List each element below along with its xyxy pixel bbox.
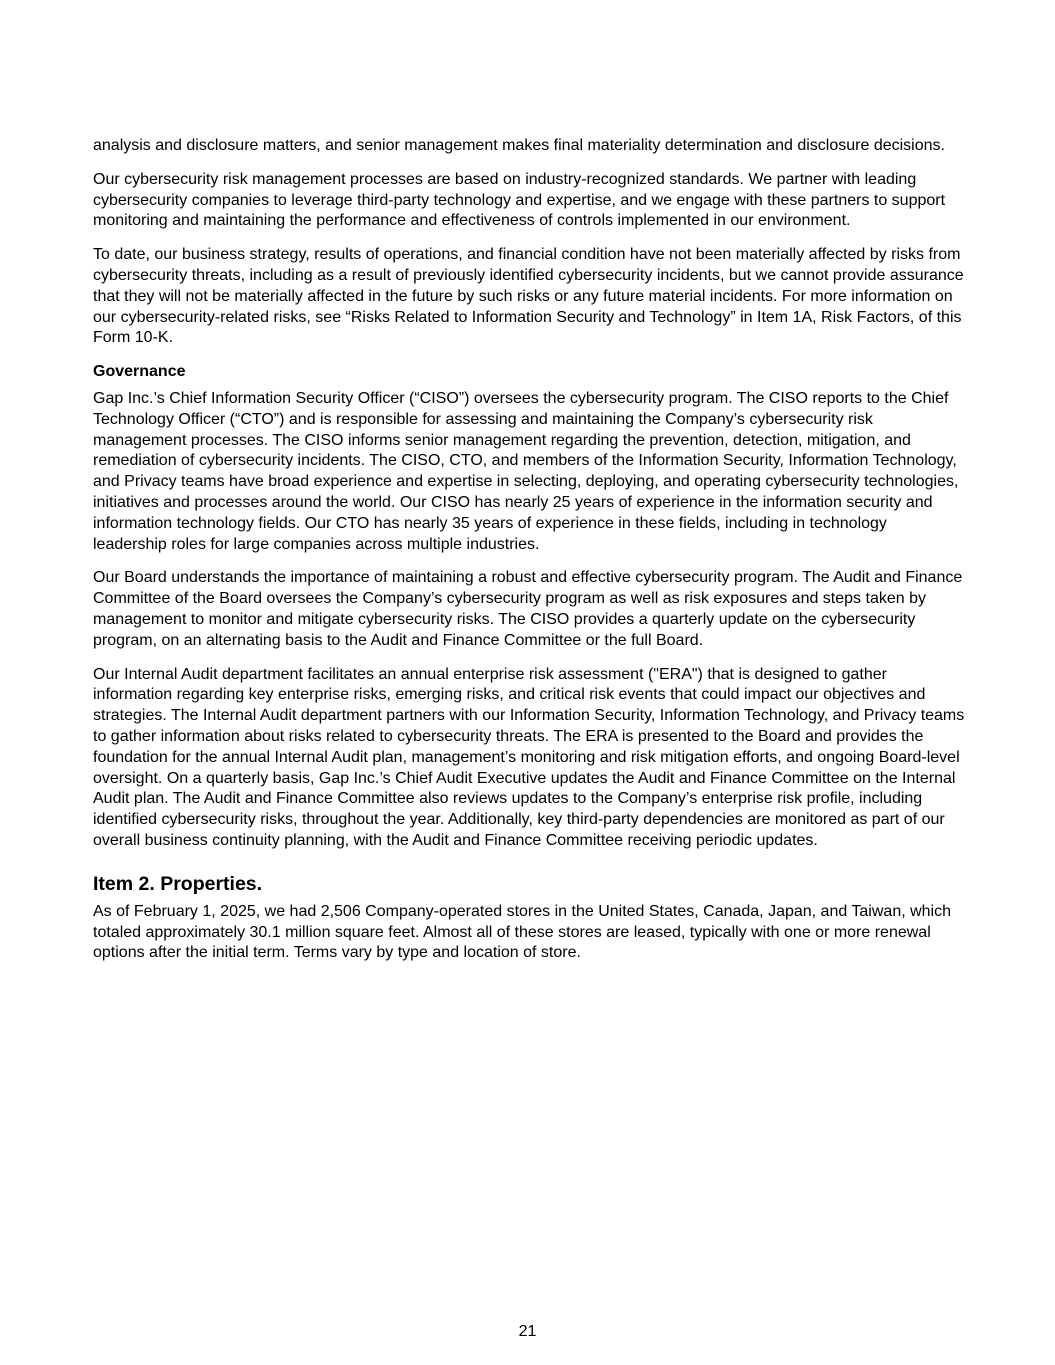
item2-properties-heading: Item 2. Properties. — [93, 872, 263, 895]
governance-heading: Governance — [93, 363, 186, 381]
paragraph-not-materially-affected: To date, our business strategy, results of operations, and financial condition have not been materially affected by risks from cybersecurity threats, including as a result of previously identified cybersecurity incidents, but we cannot provide assurance that they will not be materially affected in the future by such risks or any future material incidents. For more information on our cybersecurity-related risks, see “Risks Related to Information Security and Technology” in Item 1A, Risk Factors, of this Form 10-K. — [93, 246, 964, 347]
paragraph-risk-management-standards: Our cybersecurity risk management processes are based on industry-recognized standards. We partner with leading cybersecurity companies to leverage third-party technology and expertise, and we engage with these partners to support monitoring and maintaining the performance and effectiveness of controls implemented in our environment. — [93, 170, 946, 230]
page-number: 21 — [518, 1323, 537, 1340]
paragraph-board-oversight: Our Board understands the importance of maintaining a robust and effective cybersecurity program. The Audit and Finance Committee of the Board oversees the Company’s cybersecurity program as well as risk exposures and steps taken by management to monitor and mitigate cybersecurity risks. The CISO provides a quarterly update on the cybersecurity program, on an alternating basis to the Audit and Finance Committee or the full Board. — [93, 569, 963, 649]
paragraph-ciso-oversight: Gap Inc.’s Chief Information Security Officer (“CISO”) oversees the cybersecurity program. The CISO reports to the Chief Technology Officer (“CTO”) and is responsible for assessing and maintaining the Company’s cybersecurity risk management processes. The CISO informs senior management regarding the prevention, detection, mitigation, and remediation of cybersecurity incidents. The CISO, CTO, and members of the Information Security, Information Technology, and Privacy teams have broad experience and expertise in selecting, deploying, and operating cybersecurity technologies, initiatives and processes around the world. Our CISO has nearly 25 years of experience in the information security and information technology fields. Our CTO has nearly 35 years of experience in these fields, including in technology leadership roles for large companies across multiple industries. — [93, 389, 959, 553]
paragraph-properties: As of February 1, 2025, we had 2,506 Company-operated stores in the United States, Canada, Japan, and Taiwan, which totaled approximately 30.1 million square feet. Almost all of these stores are leased, typically with one or more renewal options after the initial term. Terms vary by type and location of store. — [93, 902, 952, 962]
paragraph-internal-audit: Our Internal Audit department facilitates an annual enterprise risk assessment ("ERA") that is designed to gather information regarding key enterprise risks, emerging risks, and critical risk events that could impact our objectives and strategies. The Internal Audit department partners with our Information Security, Information Technology, and Privacy teams to gather information about risks related to cybersecurity threats. The ERA is presented to the Board and provides the foundation for the annual Internal Audit plan, management’s monitoring and risk mitigation efforts, and ongoing Board-level oversight. On a quarterly basis, Gap Inc.’s Chief Audit Executive updates the Audit and Finance Committee on the Internal Audit plan. The Audit and Finance Committee also reviews updates to the Company’s enterprise risk profile, including identified cybersecurity risks, throughout the year. Additionally, key third-party dependencies are monitored as part of our overall business continuity planning, with the Audit and Finance Committee receiving periodic updates. — [93, 665, 965, 849]
paragraph-materiality-decisions: analysis and disclosure matters, and senior management makes final materiality determination and disclosure decisions. — [93, 137, 945, 154]
document-page — [93, 136, 965, 977]
